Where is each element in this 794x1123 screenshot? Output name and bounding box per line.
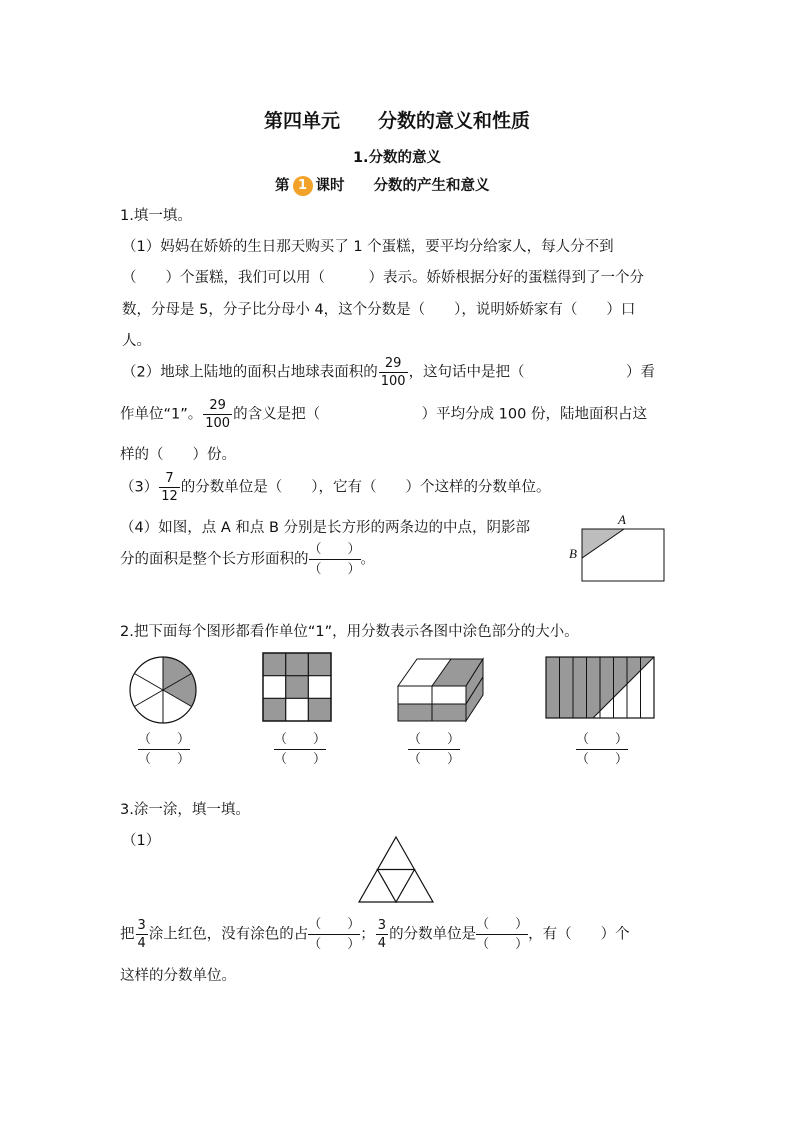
answer-fraction-blank-1[interactable]: （ ） （ ） — [138, 732, 191, 767]
answer-fraction-blank-3[interactable]: （ ） （ ） — [408, 732, 461, 767]
answer-fraction-blank-6[interactable]: （ ） （ ） — [476, 917, 529, 952]
cuboid-figure — [397, 658, 487, 724]
q1-p3 — [120, 472, 551, 503]
q1-p2-text-a: （2）地球上陆地的面积占地球表面积的 — [122, 364, 378, 381]
fraction-numerator: 7 — [159, 472, 180, 488]
fraction-3-4 — [136, 919, 148, 950]
q1-p2-text-b: ，这句话中是把（ ）看 — [408, 364, 656, 381]
q1-p2-line1 — [122, 357, 655, 388]
fraction-denominator: 100 — [380, 374, 406, 389]
q1-p2-line3: 样的（ ）份。 — [120, 447, 236, 463]
q3-text-a: 把 — [120, 926, 135, 943]
fraction-denominator: 4 — [137, 936, 146, 951]
q1-p1-line1: （1）妈妈在娇娇的生日那天购买了 1 个蛋糕，要平均分给家人，每人分不到 — [122, 239, 614, 255]
triangle-quarters-figure — [356, 835, 436, 905]
unit-title: 第四单元 分数的意义和性质 — [263, 110, 530, 132]
q1-p4-text: 分的面积是整个长方形面积的 — [120, 551, 309, 568]
q1-p3-text-b: 的分数单位是（ ），它有（ ）个这样的分数单位。 — [180, 479, 551, 496]
q1-p1-line3: 数，分母是 5，分子比分母小 4，这个分数是（ ），说明娇娇家有（ ）口 — [122, 302, 636, 318]
fraction-denominator: 100 — [205, 416, 231, 431]
circle-sixths-figure — [128, 655, 198, 725]
fraction-29-100 — [379, 357, 408, 388]
q3-line1 — [120, 918, 630, 951]
q1-p4-line1: （4）如图，点 A 和点 B 分别是长方形的两条边的中点，阴影部 — [120, 520, 531, 536]
lesson-number-badge: 1 — [293, 176, 313, 196]
q1-p1-line2: （ ）个蛋糕，我们可以用（ ）表示。娇娇根据分好的蛋糕得到了一个分 — [122, 270, 644, 286]
fraction-denominator: 4 — [377, 936, 387, 951]
q3-part-label: （1） — [122, 833, 161, 849]
q3-text-d: 的分数单位是 — [389, 926, 477, 943]
fraction-numerator: 29 — [379, 357, 408, 373]
fraction-denominator: 12 — [161, 489, 178, 504]
answer-fraction-blank-5[interactable]: （ ） （ ） — [308, 917, 361, 952]
section-title: 1.分数的意义 — [352, 150, 442, 166]
q1-p2-text-c: 作单位“1”。 — [120, 406, 203, 423]
q3-heading: 3.涂一涂，填一填。 — [120, 802, 250, 818]
q1-p2-text-d: 的含义是把（ ）平均分成 100 份，陆地面积占这 — [233, 406, 647, 423]
fraction-numerator: 3 — [377, 918, 387, 933]
q1-p3-text-a: （3） — [120, 479, 159, 496]
fraction-numerator: 29 — [203, 399, 232, 415]
q3-text-c: ； — [360, 926, 375, 943]
lesson-title — [275, 174, 490, 196]
q1-heading: 1.填一填。 — [120, 208, 192, 224]
q1-p4-end: 。 — [360, 551, 376, 568]
grid-3x3-figure — [262, 652, 332, 722]
q2-heading: 2.把下面每个图形都看作单位“1”，用分数表示各图中涂色部分的大小。 — [120, 624, 579, 640]
point-b-label: B — [569, 546, 577, 561]
lesson-prefix: 第 — [275, 178, 290, 194]
striped-rectangle-figure — [545, 656, 655, 720]
point-a-label: A — [618, 512, 626, 527]
q1-p4-line2 — [120, 543, 375, 576]
answer-fraction-blank[interactable]: （ ） （ ） — [308, 542, 361, 577]
q3-text-b: 涂上红色，没有涂色的占 — [148, 926, 309, 943]
answer-fraction-blank-4[interactable]: （ ） （ ） — [576, 732, 629, 767]
fraction-7-12 — [159, 472, 180, 503]
q1-p1-line4: 人。 — [122, 333, 151, 349]
answer-fraction-blank-2[interactable]: （ ） （ ） — [274, 732, 327, 767]
q3-line2: 这样的分数单位。 — [120, 968, 236, 984]
q3-text-e: ，有（ ）个 — [528, 926, 630, 943]
fraction-numerator: 3 — [137, 918, 146, 933]
q1-p2-line2 — [120, 399, 647, 430]
lesson-suffix: 课时 分数的产生和意义 — [315, 178, 490, 194]
fraction-3-4-b — [376, 919, 388, 950]
fraction-29-100-b — [203, 399, 232, 430]
